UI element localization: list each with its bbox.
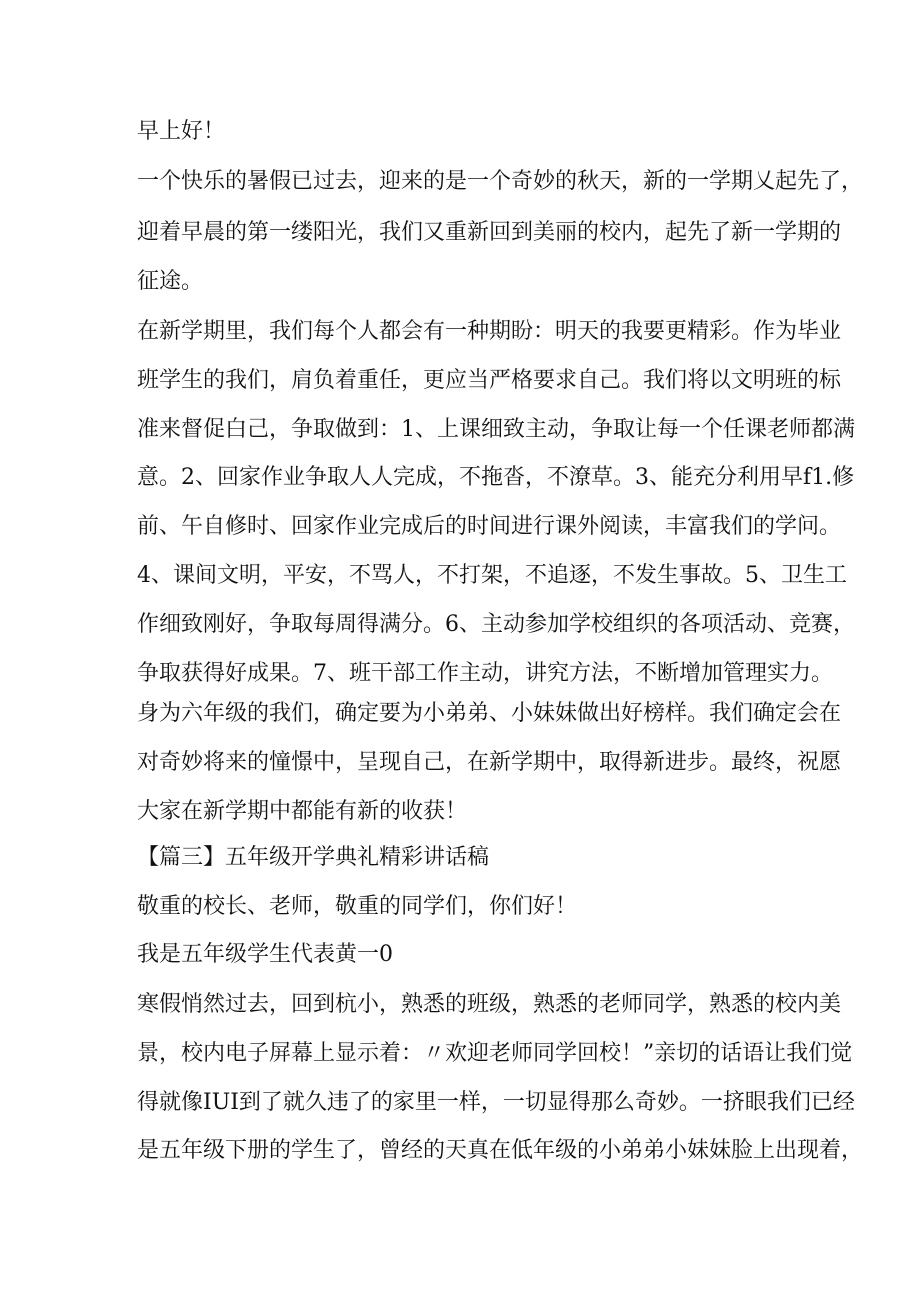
paragraph-line: 对奇妙将来的憧憬中，呈现自己，在新学期中，取得新进步。最终，祝愿 — [137, 749, 842, 775]
paragraph-line: 大家在新学期中都能有新的收获！ — [137, 798, 468, 824]
paragraph-line: 是五年级下册的学生了，曾经的天真在低年级的小弟弟小妹妹脸上出现着， — [137, 1138, 864, 1164]
sixth-grade-paragraph — [137, 696, 842, 830]
self-intro-paragraph — [137, 937, 797, 974]
paragraph-line: 一个快乐的暑假已过去，迎来的是一个奇妙的秋天，新的一学期乂起先了， — [137, 169, 864, 194]
paragraph-line: 寒假悄然过去，回到杭小，熟悉的班级，熟悉的老师同学，熟悉的校内美 — [137, 992, 842, 1017]
paragraph-line: 我是五年级学生代表黄一0 — [137, 942, 393, 967]
section-title — [137, 840, 797, 877]
paragraph-line: 班学生的我们，肩负着重任，更应当严格要求自己。我们将以文明班的标 — [137, 367, 842, 393]
paragraph-line: 征途。 — [137, 268, 204, 294]
paragraph-line: 得就像IUI到了就久违了的家里一样，一切显得那么奇妙。一挤眼我们已经 — [137, 1089, 855, 1115]
paragraph-line: 准来督促白己，争取做到：1、上课细致主动，争取让每一个任课老师都满 — [137, 416, 855, 442]
paragraph-line: 在新学期里，我们每个人都会有一种期盼：明天的我要更精彩。作为毕业 — [137, 319, 842, 344]
paragraph-line: 意。2、回家作业争取人人完成，不拖沓，不潦草。3、能充分利用早f1.修 — [137, 465, 855, 491]
paragraph-line: 早上好！ — [137, 119, 226, 144]
winter-break-paragraph — [137, 987, 864, 1170]
greeting-paragraph — [137, 114, 797, 151]
expectations-paragraph — [137, 314, 855, 692]
section-heading: 【篇三】五年级开学典礼精彩讲话稿 — [137, 845, 490, 870]
summer-intro-paragraph — [137, 164, 864, 300]
paragraph-line: 景，校内电子屏幕上显示着：〃欢迎老师同学回校！”亲切的话语让我们觉 — [137, 1040, 853, 1066]
paragraph-line: 争取获得好成果。7、班干部工作主动，讲究方法，不断增加管理实力。 — [137, 660, 833, 686]
paragraph-line: 迎着早晨的第一缕阳光，我们又重新回到美丽的校内，起先了新一学期的 — [137, 219, 842, 245]
salutation-paragraph — [137, 889, 797, 926]
paragraph-line: 4、课间文明，平安，不骂人，不打架，不追逐，不发生事故。5、卫生工 — [137, 562, 847, 588]
paragraph-line: 敬重的校长、老师，敬重的同学们，你们好！ — [137, 894, 578, 919]
paragraph-line: 身为六年级的我们，确定要为小弟弟、小妹妹做出好榜样。我们确定会在 — [137, 701, 842, 726]
paragraph-line: 作细致刚好，争取每周得满分。6、主动参加学校组织的各项活动、竞赛， — [137, 611, 855, 637]
paragraph-line: 前、午自修时、回家作业完成后的时间进行课外阅读，丰富我们的学问。 — [137, 514, 842, 540]
